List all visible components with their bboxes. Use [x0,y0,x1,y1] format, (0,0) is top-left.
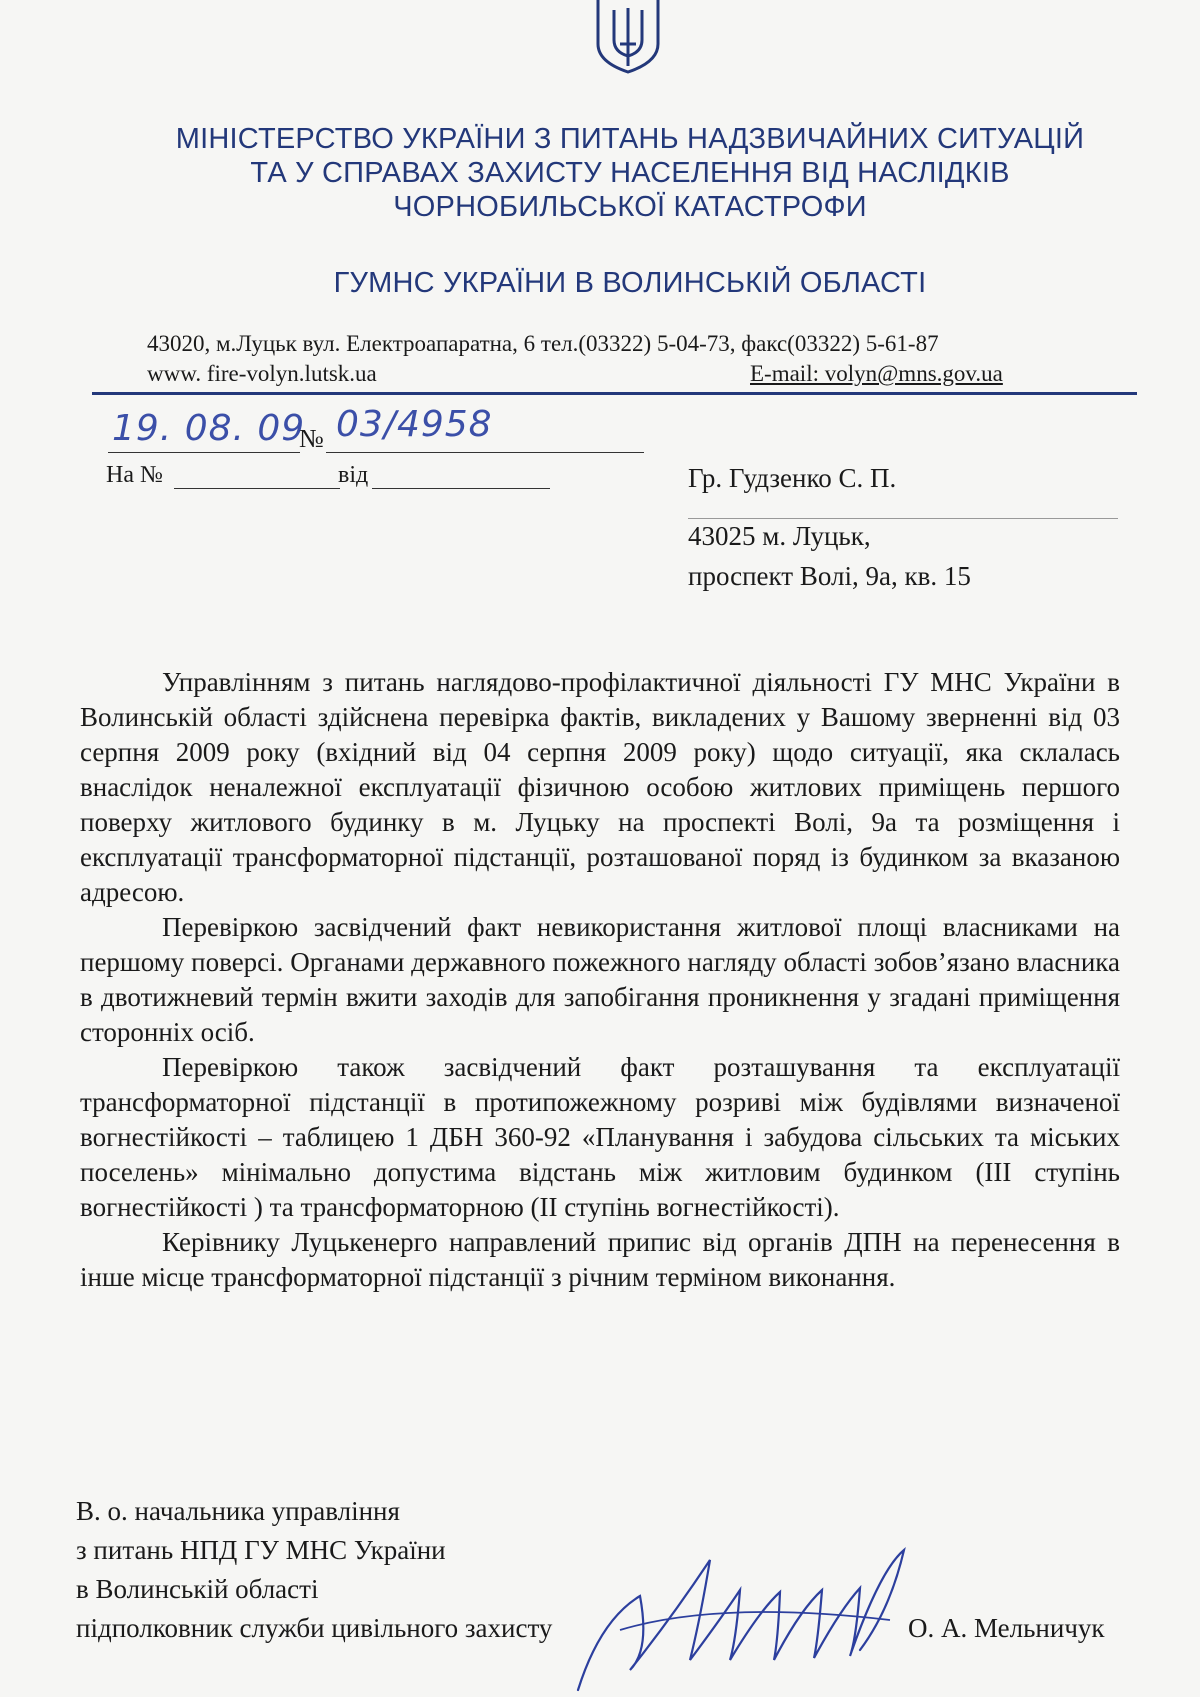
letter-body [80,665,1120,1295]
ministry-title-line1: МІНІСТЕРСТВО УКРАЇНИ З ПИТАНЬ НАДЗВИЧАЙНИХ СИТУАЦІЙ [175,123,1085,155]
signatory-name: О. А. Мельничук [908,1613,1105,1643]
number-label: № [299,424,324,453]
handwritten-signature [560,1530,940,1692]
reply-date-field [372,488,550,489]
website-link[interactable]: www. fire-volyn.lutsk.ua [147,361,377,386]
header-divider [92,392,1137,395]
body-paragraph: Управлінням з питань наглядово-профілактичної діяльності ГУ МНС України в Волинській області здійснена перевірка фактів, викладених у Вашому зверненні від 03 серпня 2009 року (вхідний від 04 серпня 2009 року) щодо ситуації, яка склалась внаслідок неналежної експлуатації фізичною особою житлових приміщень першого поверху житлового будинку в м. Луцьку на проспекті Волі, 9а та розміщення і експлуатації трансформаторної підстанції, розташованої поряд із будинком за вказаною адресою. [80,667,1120,907]
signatory-title-line2: з питань НПД ГУ МНС України [76,1535,446,1565]
signatory-title-line4: підполковник служби цивільного захисту [76,1613,553,1643]
body-paragraph: Керівнику Луцькенерго направлений припис від органів ДПН на перенесення в інше місце трансформаторної підстанції з річним терміном виконання. [80,1227,1120,1292]
recipient-address-line1: 43025 м. Луцьк, [688,521,871,551]
date-underline [108,452,300,453]
reply-number-label: На № [106,462,163,488]
ministry-title-line3: ЧОРНОБИЛЬСЬКОЇ КАТАСТРОФИ [393,191,867,223]
reply-from-label: від [338,462,369,488]
ministry-title-line2: ТА У СПРАВАХ ЗАХИСТУ НАСЕЛЕННЯ ВІД НАСЛІДКІВ [250,157,1010,189]
registration-date: 19. 08. 09 [112,408,306,449]
signatory-title [76,1492,552,1648]
registration-number: 03/4958 [336,404,493,445]
signatory-title-line1: В. о. начальника управління [76,1496,400,1526]
recipient-address-line2: проспект Волі, 9а, кв. 15 [688,561,971,591]
registration-block [104,404,554,498]
address-line: 43020, м.Луцьк вул. Електроапаратна, 6 тел.(03322) 5-04-73, факс(03322) 5-61-87 [147,331,939,356]
ministry-title [0,122,1200,224]
recipient-name: Гр. Гудзенко С. П. [688,463,897,493]
department-title: ГУМНС УКРАЇНИ В ВОЛИНСЬКІЙ ОБЛАСТІ [333,267,927,299]
email-link[interactable]: E-mail: volyn@mns.gov.ua [750,361,1003,386]
body-paragraph: Перевіркою засвідчений факт невикористання житлової площі власниками на першому поверсі. Органами державного пожежного нагляду області зобов’язано власника в двотижневий термін вжити заходів для запобігання проникнення у згадані приміщення сторонніх осіб. [80,912,1120,1047]
number-underline [326,452,644,453]
trident-coat-of-arms-icon [592,0,664,74]
signatory-title-line3: в Волинській області [76,1574,319,1604]
reply-number-field [174,488,340,489]
body-paragraph: Перевіркою також засвідчений факт розташування та експлуатації трансформаторної підстанції в протипожежному розриві між будівлями визначеної вогнестійкості – таблицею 1 ДБН 360-92 «Планування і забудова сільських та міських поселень» мінімально допустима відстань між житловим будинком (ІІІ ступінь вогнестійкості ) та трансформаторною (ІІ ступінь вогнестійкості). [80,1052,1120,1222]
